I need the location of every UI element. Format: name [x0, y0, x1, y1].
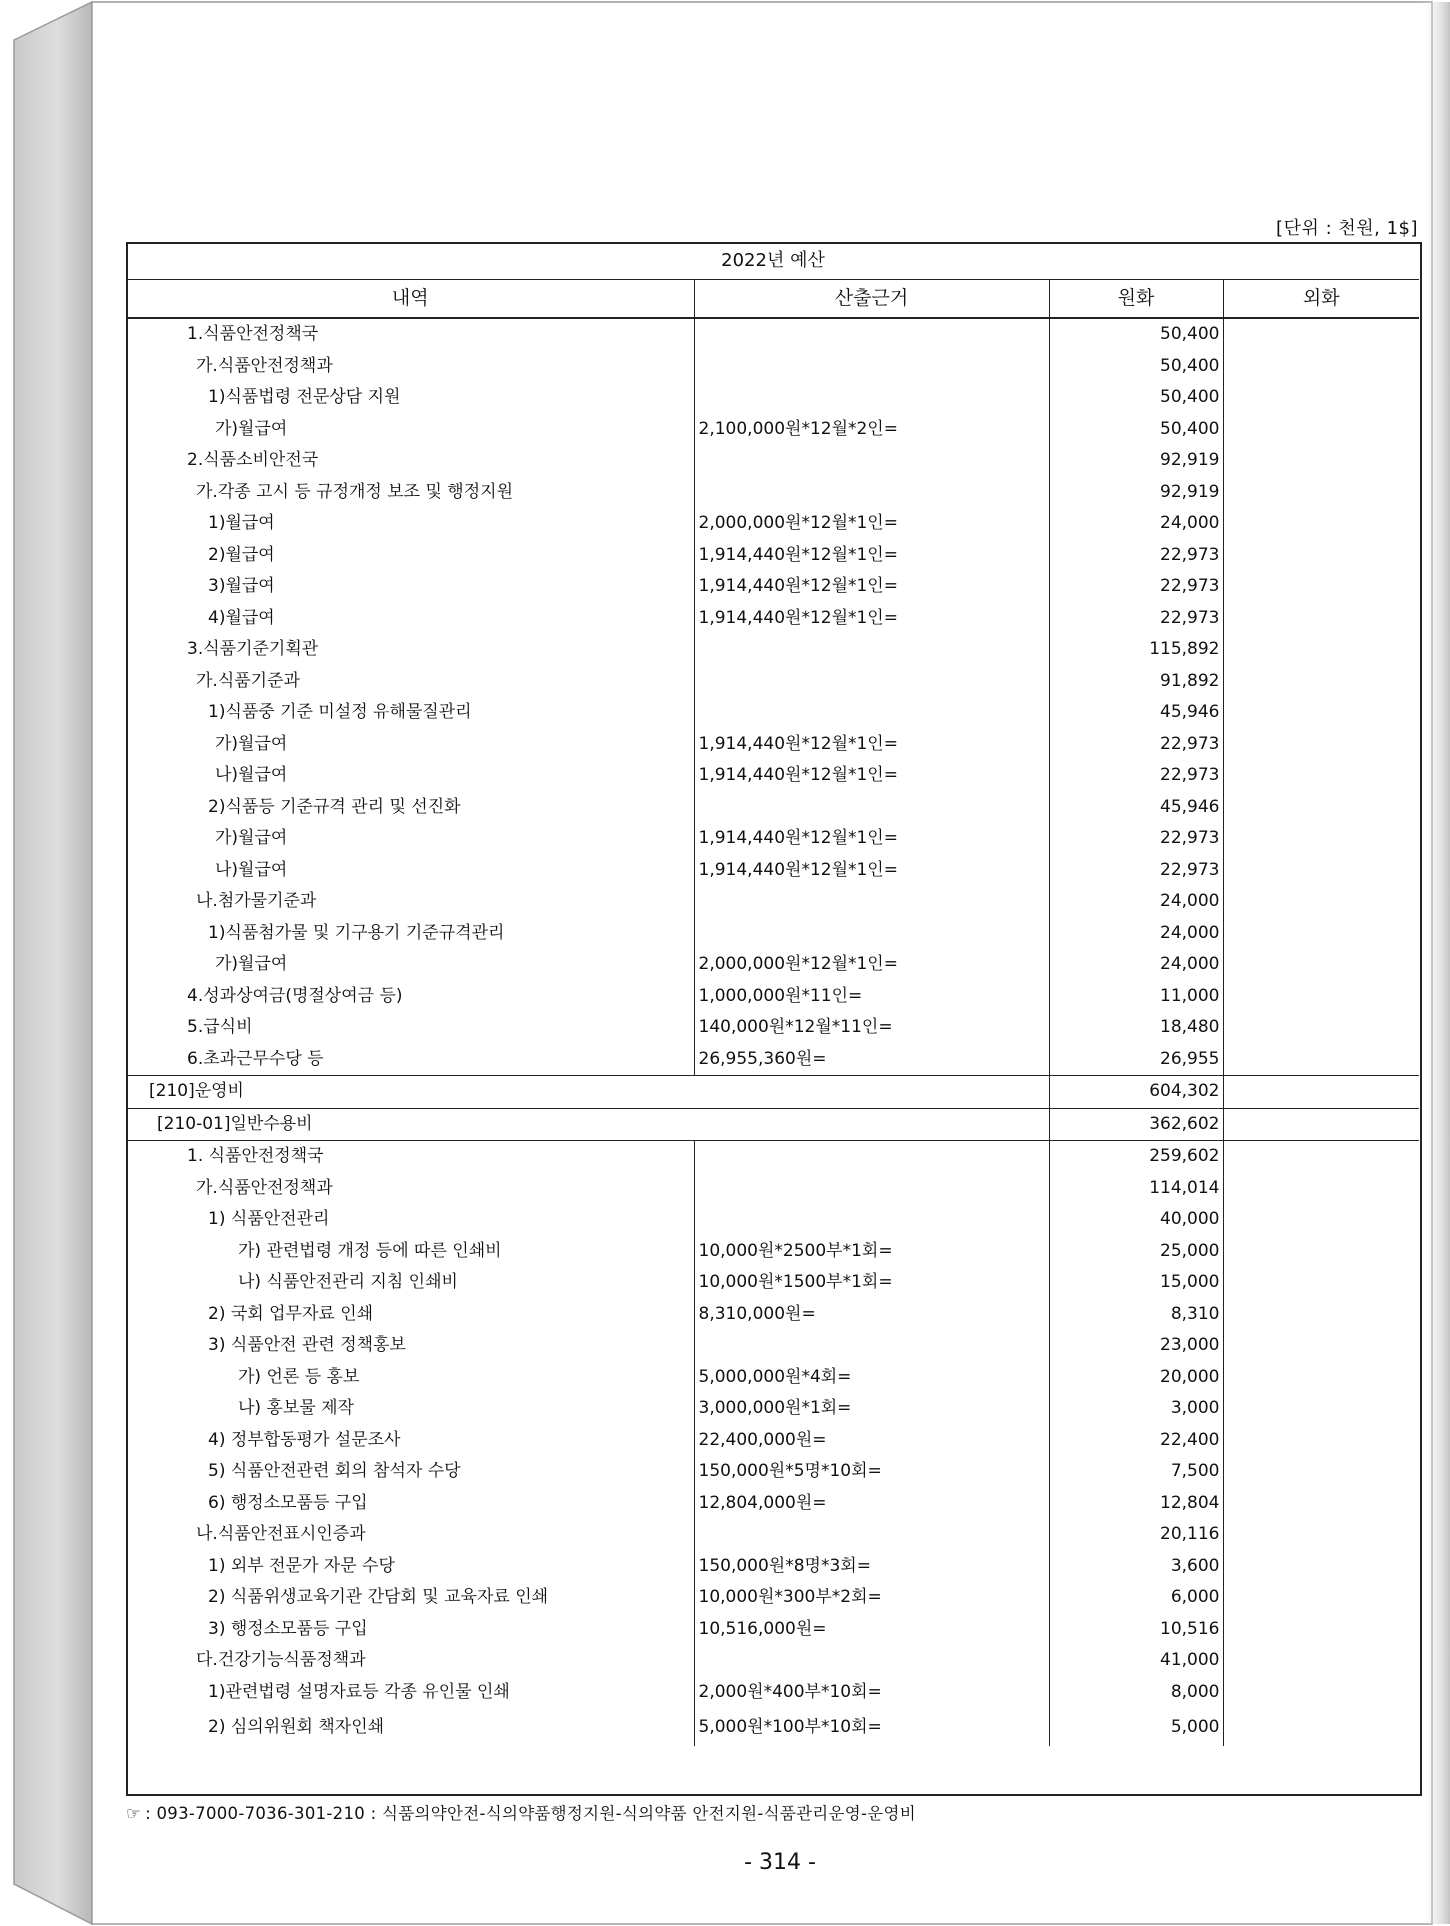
row-basis: 150,000원*5명*10회= [694, 1456, 1049, 1488]
row-basis [694, 792, 1049, 824]
row-krw: 115,892 [1049, 634, 1223, 666]
row-foreign [1223, 540, 1419, 572]
row-basis: 3,000,000원*1회= [694, 1393, 1049, 1425]
row-item: 6) 행정소모품등 구입 [127, 1488, 694, 1520]
table-row [127, 729, 1419, 761]
row-basis: 1,914,440원*12월*1인= [694, 855, 1049, 887]
row-basis [694, 445, 1049, 477]
row-basis [694, 666, 1049, 698]
row-krw: 92,919 [1049, 477, 1223, 509]
row-foreign [1223, 1456, 1419, 1488]
table-title-row [127, 242, 1419, 280]
row-foreign [1223, 1645, 1419, 1677]
header-foreign: 외화 [1223, 280, 1419, 319]
row-item: 4)월급여 [127, 603, 694, 635]
table-row [127, 508, 1419, 540]
row-foreign [1223, 760, 1419, 792]
row-basis: 8,310,000원= [694, 1299, 1049, 1331]
row-item: 나)월급여 [127, 760, 694, 792]
row-basis: 5,000원*100부*10회= [694, 1708, 1049, 1746]
table-row [127, 1362, 1419, 1394]
row-item: 2) 국회 업무자료 인쇄 [127, 1299, 694, 1331]
table-title: 2022년 예산 [127, 242, 1419, 280]
row-basis: 2,000원*400부*10회= [694, 1677, 1049, 1709]
table-row [127, 1173, 1419, 1205]
footnote-text: : 093-7000-7036-301-210 : 식품의약안전-식의약품행정지원-식의약품 안전지원-식품관리운영-운영비 [145, 1804, 916, 1823]
row-krw: 45,946 [1049, 792, 1223, 824]
row-krw: 259,602 [1049, 1141, 1223, 1173]
row-krw: 22,973 [1049, 603, 1223, 635]
row-krw: 22,400 [1049, 1425, 1223, 1457]
table-row [127, 1044, 1419, 1076]
table-row [127, 697, 1419, 729]
row-item: 3) 행정소모품등 구입 [127, 1614, 694, 1646]
row-foreign [1223, 445, 1419, 477]
table-row [127, 1012, 1419, 1044]
row-item: 다.건강기능식품정책과 [127, 1645, 694, 1677]
row-basis [694, 1204, 1049, 1236]
row-basis: 10,516,000원= [694, 1614, 1049, 1646]
row-basis: 150,000원*8명*3회= [694, 1551, 1049, 1583]
row-item: 나) 홍보물 제작 [127, 1393, 694, 1425]
row-item: 가.각종 고시 등 규정개정 보조 및 행정지원 [127, 477, 694, 509]
row-krw: 3,000 [1049, 1393, 1223, 1425]
row-basis: 5,000,000원*4회= [694, 1362, 1049, 1394]
row-krw: 50,400 [1049, 351, 1223, 383]
table-row [127, 1677, 1419, 1709]
row-krw: 3,600 [1049, 1551, 1223, 1583]
row-krw: 12,804 [1049, 1488, 1223, 1520]
row-basis: 10,000원*1500부*1회= [694, 1267, 1049, 1299]
row-basis: 22,400,000원= [694, 1425, 1049, 1457]
row-krw: 92,919 [1049, 445, 1223, 477]
table-row [127, 634, 1419, 666]
row-foreign [1223, 1141, 1419, 1173]
row-foreign [1223, 1236, 1419, 1268]
row-item: 가.식품기준과 [127, 666, 694, 698]
row-foreign [1223, 666, 1419, 698]
row-foreign [1223, 1614, 1419, 1646]
row-krw: 26,955 [1049, 1044, 1223, 1076]
table-row [127, 603, 1419, 635]
row-item: 나) 식품안전관리 지침 인쇄비 [127, 1267, 694, 1299]
row-basis [694, 1330, 1049, 1362]
table-row [127, 1456, 1419, 1488]
table-row [127, 1108, 1419, 1141]
row-krw: 8,000 [1049, 1677, 1223, 1709]
row-basis [694, 351, 1049, 383]
table-row [127, 1330, 1419, 1362]
row-basis: 26,955,360원= [694, 1044, 1049, 1076]
row-foreign [1223, 886, 1419, 918]
row-foreign [1223, 1204, 1419, 1236]
table-row [127, 1267, 1419, 1299]
unit-label: [단위 : 천원, 1$] [1276, 218, 1418, 239]
row-krw: 7,500 [1049, 1456, 1223, 1488]
row-krw: 8,310 [1049, 1299, 1223, 1331]
row-item: 1. 식품안전정책국 [127, 1141, 694, 1173]
row-basis [694, 1141, 1049, 1173]
row-foreign [1223, 1330, 1419, 1362]
row-krw: 50,400 [1049, 318, 1223, 351]
row-foreign [1223, 1362, 1419, 1394]
row-krw: 20,116 [1049, 1519, 1223, 1551]
row-item: 나.첨가물기준과 [127, 886, 694, 918]
row-item: 1)월급여 [127, 508, 694, 540]
row-foreign [1223, 1393, 1419, 1425]
row-krw: 24,000 [1049, 918, 1223, 950]
page-number: - 314 - [744, 1850, 816, 1875]
row-item: 가)월급여 [127, 823, 694, 855]
row-foreign [1223, 1299, 1419, 1331]
row-krw: 5,000 [1049, 1708, 1223, 1746]
row-basis: 1,914,440원*12월*1인= [694, 760, 1049, 792]
row-foreign [1223, 729, 1419, 761]
row-foreign [1223, 351, 1419, 383]
row-item: 3.식품기준기획관 [127, 634, 694, 666]
row-krw: 22,973 [1049, 571, 1223, 603]
row-item: 4.성과상여금(명절상여금 등) [127, 981, 694, 1013]
row-foreign [1223, 382, 1419, 414]
table-row [127, 1488, 1419, 1520]
row-krw: 362,602 [1049, 1108, 1223, 1141]
row-foreign [1223, 1076, 1419, 1109]
row-foreign [1223, 981, 1419, 1013]
row-item: 6.초과근무수당 등 [127, 1044, 694, 1076]
row-item: 1) 식품안전관리 [127, 1204, 694, 1236]
table-header-row [127, 280, 1419, 319]
row-foreign [1223, 823, 1419, 855]
table-row [127, 477, 1419, 509]
row-krw: 22,973 [1049, 540, 1223, 572]
footnote [126, 1800, 916, 1824]
row-basis [694, 918, 1049, 950]
row-item: 가.식품안전정책과 [127, 351, 694, 383]
table-row [127, 1708, 1419, 1746]
row-basis [694, 382, 1049, 414]
row-foreign [1223, 855, 1419, 887]
row-foreign [1223, 1519, 1419, 1551]
row-basis: 1,914,440원*12월*1인= [694, 823, 1049, 855]
table-row [127, 792, 1419, 824]
table-body [127, 318, 1419, 1746]
row-foreign [1223, 1425, 1419, 1457]
row-foreign [1223, 1677, 1419, 1709]
row-basis: 12,804,000원= [694, 1488, 1049, 1520]
row-krw: 25,000 [1049, 1236, 1223, 1268]
row-basis: 2,000,000원*12월*1인= [694, 949, 1049, 981]
row-item: 가)월급여 [127, 729, 694, 761]
row-foreign [1223, 603, 1419, 635]
row-foreign [1223, 318, 1419, 351]
row-basis [694, 697, 1049, 729]
header-item: 내역 [127, 280, 694, 319]
table-row [127, 571, 1419, 603]
row-basis: 10,000원*300부*2회= [694, 1582, 1049, 1614]
table-row [127, 1076, 1419, 1109]
row-krw: 24,000 [1049, 508, 1223, 540]
table-row [127, 318, 1419, 351]
row-basis [694, 886, 1049, 918]
table-row [127, 351, 1419, 383]
row-basis: 2,000,000원*12월*1인= [694, 508, 1049, 540]
row-krw: 6,000 [1049, 1582, 1223, 1614]
row-foreign [1223, 1173, 1419, 1205]
row-basis: 1,000,000원*11인= [694, 981, 1049, 1013]
row-krw: 15,000 [1049, 1267, 1223, 1299]
row-krw: 604,302 [1049, 1076, 1223, 1109]
row-foreign [1223, 1582, 1419, 1614]
table-row [127, 1614, 1419, 1646]
row-item: 1)식품첨가물 및 기구용기 기준규격관리 [127, 918, 694, 950]
row-krw: 22,973 [1049, 729, 1223, 761]
row-foreign [1223, 571, 1419, 603]
table-row [127, 886, 1419, 918]
row-foreign [1223, 477, 1419, 509]
row-basis: 1,914,440원*12월*1인= [694, 540, 1049, 572]
table-row [127, 855, 1419, 887]
header-krw: 원화 [1049, 280, 1223, 319]
header-basis: 산출근거 [694, 280, 1049, 319]
table-row [127, 918, 1419, 950]
row-krw: 41,000 [1049, 1645, 1223, 1677]
row-item: 2) 식품위생교육기관 간담회 및 교육자료 인쇄 [127, 1582, 694, 1614]
row-basis [694, 634, 1049, 666]
row-item: 5.급식비 [127, 1012, 694, 1044]
row-krw: 18,480 [1049, 1012, 1223, 1044]
table-row [127, 1204, 1419, 1236]
row-krw: 91,892 [1049, 666, 1223, 698]
row-basis: 1,914,440원*12월*1인= [694, 729, 1049, 761]
row-foreign [1223, 1551, 1419, 1583]
table-row [127, 1519, 1419, 1551]
row-item: [210]운영비 [127, 1076, 1049, 1109]
row-krw: 50,400 [1049, 414, 1223, 446]
row-item: 3) 식품안전 관련 정책홍보 [127, 1330, 694, 1362]
row-foreign [1223, 508, 1419, 540]
row-basis [694, 477, 1049, 509]
row-item: 1)관련법령 설명자료등 각종 유인물 인쇄 [127, 1677, 694, 1709]
table-row [127, 760, 1419, 792]
row-item: 2)식품등 기준규격 관리 및 선진화 [127, 792, 694, 824]
row-foreign [1223, 697, 1419, 729]
table-row [127, 1645, 1419, 1677]
row-item: 1)식품법령 전문상담 지원 [127, 382, 694, 414]
row-krw: 22,973 [1049, 823, 1223, 855]
table-row [127, 1236, 1419, 1268]
row-krw: 10,516 [1049, 1614, 1223, 1646]
row-krw: 22,973 [1049, 855, 1223, 887]
row-basis: 140,000원*12월*11인= [694, 1012, 1049, 1044]
row-item: 1.식품안전정책국 [127, 318, 694, 351]
table-row [127, 1141, 1419, 1173]
row-item: 2) 심의위원회 책자인쇄 [127, 1708, 694, 1746]
row-basis: 1,914,440원*12월*1인= [694, 603, 1049, 635]
row-foreign [1223, 1012, 1419, 1044]
row-item: 가) 관련법령 개정 등에 따른 인쇄비 [127, 1236, 694, 1268]
table-row [127, 1582, 1419, 1614]
table-row [127, 981, 1419, 1013]
row-krw: 24,000 [1049, 949, 1223, 981]
row-item: 가)월급여 [127, 949, 694, 981]
row-krw: 11,000 [1049, 981, 1223, 1013]
table-row [127, 949, 1419, 981]
table-row [127, 1551, 1419, 1583]
row-foreign [1223, 1044, 1419, 1076]
row-krw: 23,000 [1049, 1330, 1223, 1362]
row-basis [694, 1173, 1049, 1205]
table-row [127, 666, 1419, 698]
row-foreign [1223, 1108, 1419, 1141]
row-basis: 10,000원*2500부*1회= [694, 1236, 1049, 1268]
row-krw: 24,000 [1049, 886, 1223, 918]
row-foreign [1223, 918, 1419, 950]
row-krw: 114,014 [1049, 1173, 1223, 1205]
table-row [127, 382, 1419, 414]
row-krw: 45,946 [1049, 697, 1223, 729]
row-item: 3)월급여 [127, 571, 694, 603]
row-basis: 2,100,000원*12월*2인= [694, 414, 1049, 446]
row-foreign [1223, 414, 1419, 446]
row-item: 가) 언론 등 홍보 [127, 1362, 694, 1394]
row-foreign [1223, 634, 1419, 666]
row-item: 1) 외부 전문가 자문 수당 [127, 1551, 694, 1583]
pointing-hand-icon: ☞ [126, 1804, 142, 1823]
row-foreign [1223, 1488, 1419, 1520]
row-item: 2.식품소비안전국 [127, 445, 694, 477]
row-item: 1)식품중 기준 미설정 유해물질관리 [127, 697, 694, 729]
row-item: 나.식품안전표시인증과 [127, 1519, 694, 1551]
table-row [127, 823, 1419, 855]
row-krw: 50,400 [1049, 382, 1223, 414]
row-item: [210-01]일반수용비 [127, 1108, 1049, 1141]
row-item: 나)월급여 [127, 855, 694, 887]
row-basis: 1,914,440원*12월*1인= [694, 571, 1049, 603]
row-foreign [1223, 792, 1419, 824]
table-row [127, 540, 1419, 572]
row-basis [694, 1645, 1049, 1677]
table-row [127, 1425, 1419, 1457]
row-krw: 20,000 [1049, 1362, 1223, 1394]
budget-table [127, 242, 1419, 1746]
row-foreign [1223, 949, 1419, 981]
row-basis [694, 318, 1049, 351]
row-item: 가.식품안전정책과 [127, 1173, 694, 1205]
row-item: 4) 정부합동평가 설문조사 [127, 1425, 694, 1457]
row-krw: 22,973 [1049, 760, 1223, 792]
row-krw: 40,000 [1049, 1204, 1223, 1236]
table-row [127, 1393, 1419, 1425]
row-item: 가)월급여 [127, 414, 694, 446]
table-row [127, 445, 1419, 477]
table-row [127, 1299, 1419, 1331]
row-foreign [1223, 1708, 1419, 1746]
row-basis [694, 1519, 1049, 1551]
table-row [127, 414, 1419, 446]
row-item: 2)월급여 [127, 540, 694, 572]
row-item: 5) 식품안전관련 회의 참석자 수당 [127, 1456, 694, 1488]
row-foreign [1223, 1267, 1419, 1299]
